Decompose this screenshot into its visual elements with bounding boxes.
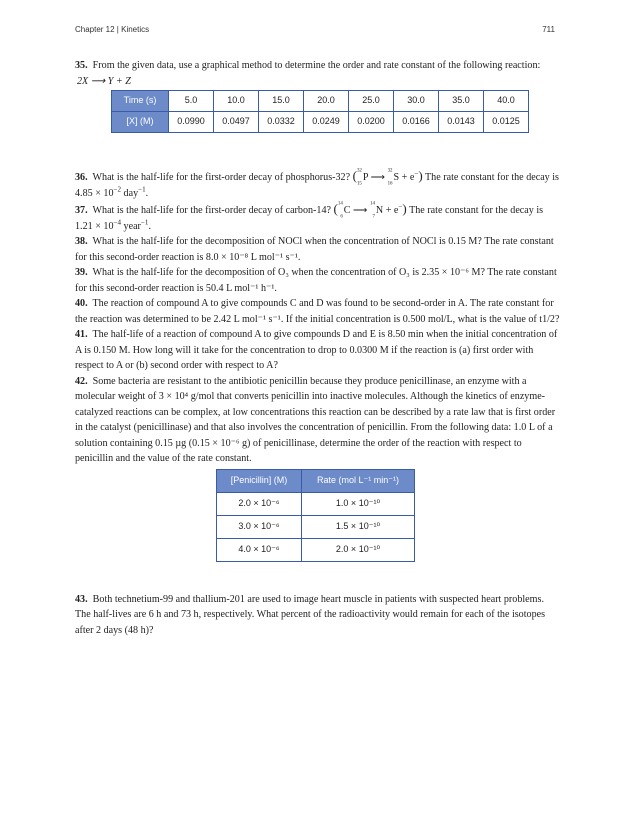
question-text: The half-life of a reaction of compound A to give compounds D and E is 8.50 min when the initial concentration of A is 0.150 M. How long will it take for the concentration to drop to 0.0300 M if the reaction is (a) first order with respect to A or (b) second order with respect to A?: [75, 329, 558, 371]
question-number: 41.: [75, 329, 88, 340]
question-number: 37.: [75, 205, 88, 216]
table-cell: 35.0: [439, 91, 484, 112]
question-40: [75, 296, 560, 327]
question-35: [75, 58, 560, 74]
question-text: What is the half-life for the first-order decay of phosphorus-32?: [92, 172, 351, 183]
nuclear-equation: ($^{14}$ $_6$C ⟶ $^{14}$ $_7$N + e−): [333, 201, 407, 220]
unit: year: [121, 220, 141, 232]
table-row-header: [X] (M): [112, 112, 169, 133]
table-cell: 0.0332: [259, 112, 304, 133]
question-number: 36.: [75, 172, 88, 183]
question-number: 39.: [75, 267, 88, 278]
question-42: [75, 374, 560, 467]
table-cell: 0.0497: [214, 112, 259, 133]
table-cell: 0.0143: [439, 112, 484, 133]
penicillin-rate-table: [216, 469, 415, 562]
question-text: What is the half-life for the decomposition of O₃ when the concentration of O₃ is 2.35 × 10⁻⁶ M? The rate constant for this second-order reaction is 50.4 L mol⁻¹ h⁻¹.: [75, 267, 557, 294]
table-cell: 0.0125: [484, 112, 529, 133]
table-row: [217, 538, 415, 561]
rate-data-table: [111, 90, 529, 133]
exponent: −1: [138, 185, 146, 194]
table-cell: 0.0249: [304, 112, 349, 133]
page-number: 711: [542, 25, 555, 34]
question-text: What is the half-life for the first-order decay of carbon-14?: [92, 205, 331, 216]
table-header-row: [217, 469, 415, 492]
question-text: The rate constant for the decay is 4.85 × 10: [75, 172, 559, 199]
question-text: Both technetium-99 and thallium-201 are used to image heart muscle in patients with suspected heart problems. The half-lives are 6 h and 73 h, respectively. What percent of the radioactivity would remain for each of the isotopes after 2 days (48 h)?: [75, 593, 546, 636]
table-cell: 10.0: [214, 91, 259, 112]
question-text: The reaction of compound A to give compounds C and D was found to be second-order in A. The rate constant for the reaction was determined to be 2.42 L mol⁻¹ s⁻¹. If the initial concentration is 0.500 mol/L, what is the value of t1/2?: [75, 298, 560, 325]
exponent: −4: [113, 218, 122, 227]
question-38: [75, 234, 560, 265]
table-cell: 30.0: [394, 91, 439, 112]
question-number: 35.: [75, 60, 88, 71]
question-37: [75, 201, 560, 234]
question-number: 38.: [75, 236, 88, 247]
reaction-equation: 2X ⟶ Y + Z: [77, 75, 131, 87]
exercise-list: [75, 58, 560, 638]
table-cell: 5.0: [169, 91, 214, 112]
question-41: [75, 327, 560, 374]
question-text: What is the half-life for the decomposition of NOCl when the concentration of NOCl is 0.15 M? The rate constant for this second-order reaction is 8.0 × 10⁻⁸ L mol⁻¹ s⁻¹.: [75, 236, 554, 263]
table-cell: 15.0: [259, 91, 304, 112]
question-number: 40.: [75, 298, 88, 309]
question-36: [75, 168, 560, 201]
table-row: [217, 515, 415, 538]
table-row: [112, 112, 529, 133]
table-row-header: Time (s): [112, 91, 169, 112]
table-cell: 2.0 × 10⁻¹⁰: [302, 538, 415, 561]
table-cell: 3.0 × 10⁻⁶: [217, 515, 302, 538]
unit: day: [121, 187, 139, 199]
table-cell: 0.0990: [169, 112, 214, 133]
question-43: [75, 592, 560, 639]
table-cell: 2.0 × 10⁻⁶: [217, 492, 302, 515]
period: .: [148, 220, 151, 232]
table-row: [217, 492, 415, 515]
table-header: Rate (mol L⁻¹ min⁻¹): [302, 469, 415, 492]
chapter-header: Chapter 12 | Kinetics: [75, 25, 150, 34]
table-cell: 40.0: [484, 91, 529, 112]
question-text: Some bacteria are resistant to the antibiotic penicillin because they produce penicillinase, an enzyme with a molecular weight of 3 × 10⁴ g/mol that converts penicillin into inactive molecules. Although the kinetics of enzyme-catalyzed reactions can be complex, at low concentrations this reaction can be described by a rate law that is first order in the catalyst (penicillinase) and that also involves the concentration of penicillin. From the following data: 1.0 L of a solution containing 0.15 µg (0.15 × 10⁻⁶ g) of penicillinase, determine the order of the reaction with respect to penicillin and the value of the rate constant.: [75, 375, 556, 464]
table-cell: 25.0: [349, 91, 394, 112]
question-number: 43.: [75, 593, 88, 605]
table-cell: 1.0 × 10⁻¹⁰: [302, 492, 415, 515]
nuclear-equation: ($^{32}$ $_{15}$P ⟶ $^{32}$ $_{16}$S + e−): [352, 168, 423, 187]
table-cell: 20.0: [304, 91, 349, 112]
question-39: [75, 265, 560, 296]
exponent: −1: [140, 218, 149, 227]
table-cell: 4.0 × 10⁻⁶: [217, 538, 302, 561]
exponent: −2: [113, 185, 122, 194]
period: .: [145, 187, 149, 199]
question-number: 42.: [75, 375, 88, 387]
table-header: [Penicillin] (M): [217, 469, 302, 492]
table-cell: 0.0166: [394, 112, 439, 133]
question-text: The rate constant for the decay is 1.21 × 10: [75, 205, 544, 232]
table-row: [112, 91, 529, 112]
table-cell: 1.5 × 10⁻¹⁰: [302, 515, 415, 538]
question-text: From the given data, use a graphical method to determine the order and rate constant of the following reaction:: [92, 60, 541, 71]
table-cell: 0.0200: [349, 112, 394, 133]
